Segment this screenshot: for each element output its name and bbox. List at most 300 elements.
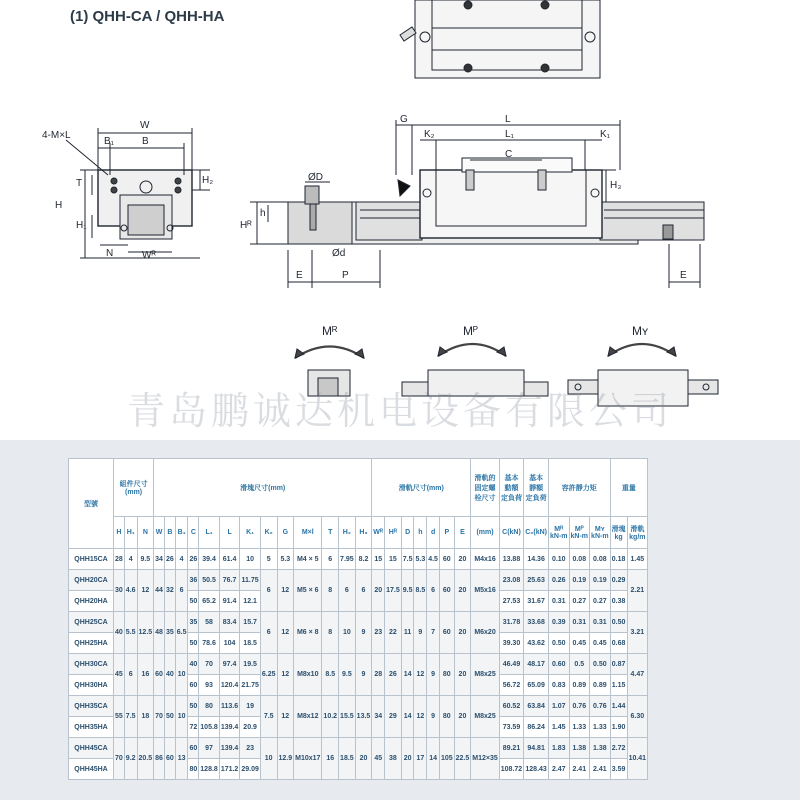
table-cell: 70 <box>199 654 220 675</box>
table-cell: 1.45 <box>627 549 648 570</box>
table-cell: 4 <box>175 549 188 570</box>
table-cell: 12 <box>277 570 294 612</box>
col-header <box>590 517 611 549</box>
table-cell: 13.5 <box>355 696 372 738</box>
model-cell: QHH30CA <box>69 654 114 675</box>
table-cell: 6 <box>427 570 440 612</box>
model-cell: QHH45CA <box>69 738 114 759</box>
dim-t: T <box>76 178 83 189</box>
table-cell: 20 <box>454 696 471 738</box>
table-cell: 91.4 <box>219 591 240 612</box>
table-cell: 20 <box>355 738 372 780</box>
table-cell: 12 <box>414 654 427 696</box>
col-header: M×l <box>294 517 322 549</box>
watermark: 青岛鹏诚达机电设备有限公司 <box>126 389 673 433</box>
spec-table <box>68 458 648 780</box>
table-cell: 28 <box>114 549 125 570</box>
table-cell: 20 <box>372 570 385 612</box>
table-cell: 6 <box>260 612 277 654</box>
moment-my-label: Mʏ <box>632 324 649 338</box>
table-cell: 17 <box>414 738 427 780</box>
table-cell: 2.21 <box>627 570 648 612</box>
table-cell: 70 <box>114 738 125 780</box>
table-cell: 0.45 <box>590 633 611 654</box>
table-cell: 0.76 <box>590 696 611 717</box>
table-cell: 12.9 <box>277 738 294 780</box>
table-cell: 7.5 <box>401 549 414 570</box>
table-cell: 10 <box>260 738 277 780</box>
table-cell: 80 <box>439 654 454 696</box>
table-cell: 171.2 <box>219 759 240 780</box>
table-cell: 104 <box>219 633 240 654</box>
table-cell: 40 <box>114 612 125 654</box>
table-cell: 29.09 <box>240 759 261 780</box>
table-cell: 0.19 <box>590 570 611 591</box>
table-row <box>69 738 648 759</box>
table-cell: 94.81 <box>524 738 549 759</box>
table-cell: 9.5 <box>137 549 154 570</box>
table-cell: 0.50 <box>549 633 570 654</box>
table-cell: 8.5 <box>322 654 339 696</box>
table-cell: 83.4 <box>219 612 240 633</box>
table-cell: 0.60 <box>549 654 570 675</box>
col-header <box>627 517 648 549</box>
table-cell: 8 <box>322 570 339 612</box>
table-cell: 20.9 <box>240 717 261 738</box>
table-cell: 0.26 <box>549 570 570 591</box>
table-cell: 5.3 <box>414 549 427 570</box>
table-cell: 9 <box>355 654 372 696</box>
table-cell: 20 <box>454 612 471 654</box>
table-cell: 21.75 <box>240 675 261 696</box>
table-cell: 18.5 <box>240 633 261 654</box>
front-view <box>66 128 210 258</box>
table-cell: 10.41 <box>627 738 648 780</box>
table-cell: 50 <box>188 591 199 612</box>
dim-p: P <box>342 270 349 281</box>
table-cell: 22.5 <box>454 738 471 780</box>
table-cell: 48.17 <box>524 654 549 675</box>
table-cell: 80 <box>199 696 220 717</box>
table-cell: 4.47 <box>627 654 648 696</box>
table-cell: 26 <box>385 654 402 696</box>
table-cell: 9 <box>427 654 440 696</box>
table-cell: 46.49 <box>499 654 523 675</box>
table-cell: 2.47 <box>549 759 570 780</box>
table-cell: 0.83 <box>549 675 570 696</box>
table-cell: M8x25 <box>471 696 500 738</box>
table-cell: 139.4 <box>219 717 240 738</box>
dim-g: G <box>400 114 408 125</box>
table-cell: 45 <box>114 654 125 696</box>
table-row <box>69 654 648 675</box>
table-cell: 0.50 <box>610 612 627 633</box>
table-cell: 14.36 <box>524 549 549 570</box>
dim-hr: Hᴿ <box>240 220 252 231</box>
table-cell: 1.15 <box>610 675 627 696</box>
table-cell: 0.27 <box>569 591 590 612</box>
table-cell: 105.8 <box>199 717 220 738</box>
table-cell: 12 <box>277 654 294 696</box>
table-cell: 15.7 <box>240 612 261 633</box>
page-title: (1) QHH-CA / QHH-HA <box>70 8 225 25</box>
table-cell: 60 <box>164 738 175 780</box>
model-cell: QHH15CA <box>69 549 114 570</box>
table-cell: 43.62 <box>524 633 549 654</box>
table-cell: 0.31 <box>569 612 590 633</box>
dim-4ml: 4-M×L <box>42 130 71 141</box>
col-header: Hᴿ <box>385 517 402 549</box>
moment-unit: kN-m <box>591 532 609 540</box>
dim-dd: Ød <box>332 248 346 259</box>
table-cell: 97 <box>199 738 220 759</box>
table-cell: 14 <box>401 654 414 696</box>
table-cell: 0.68 <box>610 633 627 654</box>
col-header <box>569 517 590 549</box>
table-cell: 0.5 <box>569 654 590 675</box>
table-cell: 60 <box>439 570 454 612</box>
table-cell: 50 <box>164 696 175 738</box>
col-header: T <box>322 517 339 549</box>
table-cell: 5.5 <box>124 612 137 654</box>
moment-col-label: Mᴾ <box>574 525 584 533</box>
table-cell: 12 <box>277 612 294 654</box>
table-cell: 9.5 <box>401 570 414 612</box>
table-cell: 0.38 <box>610 591 627 612</box>
dim-b1: B₁ <box>104 136 115 147</box>
table-cell: 73.59 <box>499 717 523 738</box>
table-cell: 7.5 <box>124 696 137 738</box>
col-header: G <box>277 517 294 549</box>
table-cell: M12×35 <box>471 738 500 780</box>
table-cell: 6.30 <box>627 696 648 738</box>
table-cell: 7.5 <box>260 696 277 738</box>
side-view <box>250 120 704 288</box>
table-cell: 1.38 <box>590 738 611 759</box>
table-cell: 128.8 <box>199 759 220 780</box>
table-cell: 60 <box>439 612 454 654</box>
table-cell: 76.7 <box>219 570 240 591</box>
table-cell: 31.78 <box>499 612 523 633</box>
table-cell: 78.6 <box>199 633 220 654</box>
moment-unit: kN-m <box>550 532 568 540</box>
dim-small-h: h <box>260 208 266 219</box>
table-cell: 0.31 <box>549 591 570 612</box>
table-cell: M5 × 6 <box>294 570 322 612</box>
dim-l: L <box>505 114 511 125</box>
model-cell: QHH25CA <box>69 612 114 633</box>
table-cell: 19.5 <box>240 654 261 675</box>
col-header: C(kN) <box>499 517 523 549</box>
table-cell: 60 <box>154 654 165 696</box>
table-cell: 0.27 <box>590 591 611 612</box>
table-cell: 1.07 <box>549 696 570 717</box>
model-cell: QHH45HA <box>69 759 114 780</box>
table-cell: 26 <box>164 549 175 570</box>
table-cell: 19 <box>240 696 261 717</box>
table-cell: 128.43 <box>524 759 549 780</box>
table-cell: 60 <box>188 675 199 696</box>
table-cell: 6 <box>355 570 372 612</box>
table-cell: M8x25 <box>471 654 500 696</box>
spec-table-panel <box>0 440 800 800</box>
bolt-header: 滑軌的 固定螺 栓尺寸 <box>471 459 500 517</box>
table-cell: 89.21 <box>499 738 523 759</box>
dim-h2: H₂ <box>202 175 214 186</box>
model-cell: QHH35HA <box>69 717 114 738</box>
dim-k1: K₁ <box>600 129 611 140</box>
table-cell: 65.09 <box>524 675 549 696</box>
col-header: H₃ <box>355 517 372 549</box>
table-cell: 0.10 <box>549 549 570 570</box>
table-cell: 60 <box>188 738 199 759</box>
table-cell: M4x16 <box>471 549 500 570</box>
col-header: h <box>414 517 427 549</box>
table-cell: 0.31 <box>590 612 611 633</box>
col-header: L <box>219 517 240 549</box>
dim-n: N <box>106 248 114 259</box>
dim-h1: H₁ <box>76 220 87 231</box>
table-cell: 80 <box>188 759 199 780</box>
table-cell: 9 <box>355 612 372 654</box>
table-cell: 93 <box>199 675 220 696</box>
table-cell: 26 <box>188 549 199 570</box>
table-cell: 48 <box>154 612 165 654</box>
model-cell: QHH20CA <box>69 570 114 591</box>
table-cell: 1.90 <box>610 717 627 738</box>
table-cell: 15.5 <box>339 696 356 738</box>
table-cell: 33.68 <box>524 612 549 633</box>
table-cell: 29 <box>385 696 402 738</box>
col-header: E <box>454 517 471 549</box>
table-cell: 108.72 <box>499 759 523 780</box>
table-cell: 9.5 <box>339 654 356 696</box>
table-cell: 14 <box>427 738 440 780</box>
dim-k2: K₂ <box>424 129 435 140</box>
table-cell: 5.3 <box>277 549 294 570</box>
table-cell: 30 <box>114 570 125 612</box>
moment-mp-label: Mᴾ <box>463 324 479 338</box>
table-cell: 4.5 <box>427 549 440 570</box>
col-header: N <box>137 517 154 549</box>
table-cell: 97.4 <box>219 654 240 675</box>
table-cell: 6 <box>339 570 356 612</box>
col-header: H <box>114 517 125 549</box>
block-header: 滑塊尺寸(mm) <box>154 459 372 517</box>
col-header: B₁ <box>175 517 188 549</box>
table-cell: 23.08 <box>499 570 523 591</box>
model-cell: QHH30HA <box>69 675 114 696</box>
moment-header: 容許靜力矩 <box>549 459 611 517</box>
table-cell: 0.76 <box>569 696 590 717</box>
dim-h3: H₃ <box>610 180 622 191</box>
table-cell: 6 <box>260 570 277 612</box>
table-cell: 5 <box>260 549 277 570</box>
table-cell: 10 <box>240 549 261 570</box>
table-cell: 86.24 <box>524 717 549 738</box>
table-cell: 4 <box>124 549 137 570</box>
table-row <box>69 570 648 591</box>
table-row <box>69 549 648 570</box>
dynamic-load-header: 基本 動額 定負荷 <box>499 459 523 517</box>
col-header: W <box>154 517 165 549</box>
table-cell: 28 <box>372 654 385 696</box>
weight-header: 重量 <box>610 459 648 517</box>
table-cell: 25.63 <box>524 570 549 591</box>
table-cell: 13.88 <box>499 549 523 570</box>
table-cell: 61.4 <box>219 549 240 570</box>
table-cell: 15 <box>372 549 385 570</box>
dim-e-right: E <box>680 270 687 281</box>
col-header: H₁ <box>124 517 137 549</box>
col-header: C <box>188 517 199 549</box>
table-cell: M5x16 <box>471 570 500 612</box>
model-cell: QHH35CA <box>69 696 114 717</box>
table-cell: 60.52 <box>499 696 523 717</box>
dim-b: B <box>142 136 149 147</box>
table-cell: 2.41 <box>590 759 611 780</box>
dim-l1: L₁ <box>505 129 514 140</box>
table-cell: 70 <box>154 696 165 738</box>
table-cell: 16 <box>137 654 154 696</box>
table-cell: 50.5 <box>199 570 220 591</box>
weight-col-label: 滑軌 <box>630 526 645 533</box>
table-cell: 20.5 <box>137 738 154 780</box>
table-cell: 12 <box>277 696 294 738</box>
table-cell: 120.4 <box>219 675 240 696</box>
table-cell: 2.72 <box>610 738 627 759</box>
table-cell: 38 <box>385 738 402 780</box>
table-cell: 56.72 <box>499 675 523 696</box>
table-cell: 20 <box>454 570 471 612</box>
table-cell: 23 <box>240 738 261 759</box>
table-cell: 31.67 <box>524 591 549 612</box>
table-cell: 55 <box>114 696 125 738</box>
table-cell: M6 × 8 <box>294 612 322 654</box>
weight-unit: kg/m <box>629 534 646 541</box>
dim-w: W <box>140 120 150 131</box>
table-cell: 11 <box>401 612 414 654</box>
table-cell: 1.33 <box>569 717 590 738</box>
table-cell: 12.5 <box>137 612 154 654</box>
table-cell: 10 <box>339 612 356 654</box>
table-cell: 20 <box>454 654 471 696</box>
table-cell: 3.21 <box>627 612 648 654</box>
table-cell: 0.89 <box>569 675 590 696</box>
table-cell: 16 <box>322 738 339 780</box>
col-header: d <box>427 517 440 549</box>
table-cell: 12.1 <box>240 591 261 612</box>
table-row <box>69 696 648 717</box>
table-cell: 8 <box>322 612 339 654</box>
table-cell: 4.6 <box>124 570 137 612</box>
table-cell: 35 <box>188 612 199 633</box>
table-cell: 7 <box>427 612 440 654</box>
table-cell: 7.95 <box>339 549 356 570</box>
table-cell: 14 <box>401 696 414 738</box>
table-cell: 12 <box>137 570 154 612</box>
table-cell: 39.30 <box>499 633 523 654</box>
table-cell: 10 <box>175 696 188 738</box>
table-cell: 3.59 <box>610 759 627 780</box>
dim-h: H <box>55 200 63 211</box>
model-cell: QHH25HA <box>69 633 114 654</box>
top-view-block <box>400 0 600 78</box>
table-cell: 34 <box>154 549 165 570</box>
table-cell: 40 <box>164 654 175 696</box>
table-cell: 0.87 <box>610 654 627 675</box>
table-cell: 2.41 <box>569 759 590 780</box>
table-cell: 0.18 <box>610 549 627 570</box>
moment-mr-label: Mᴿ <box>322 324 338 338</box>
table-cell: 6 <box>322 549 339 570</box>
col-header: H₂ <box>339 517 356 549</box>
table-cell: 0.45 <box>569 633 590 654</box>
table-cell: 50 <box>188 633 199 654</box>
col-header: (mm) <box>471 517 500 549</box>
table-cell: 12 <box>414 696 427 738</box>
table-cell: 60 <box>439 549 454 570</box>
table-cell: M8x10 <box>294 654 322 696</box>
rail-header: 滑軌尺寸(mm) <box>372 459 471 517</box>
table-cell: 18.5 <box>339 738 356 780</box>
dim-c: C <box>505 149 513 160</box>
table-cell: 10.2 <box>322 696 339 738</box>
table-cell: 58 <box>199 612 220 633</box>
moment-unit: kN-m <box>570 532 589 540</box>
table-cell: 22 <box>385 612 402 654</box>
table-cell: 17.5 <box>385 570 402 612</box>
table-cell: 20 <box>454 549 471 570</box>
table-cell: 1.44 <box>610 696 627 717</box>
table-cell: 0.08 <box>569 549 590 570</box>
table-cell: 11.75 <box>240 570 261 591</box>
table-cell: 27.53 <box>499 591 523 612</box>
table-cell: 0.50 <box>590 654 611 675</box>
moment-col-label: Mʏ <box>594 525 605 533</box>
table-cell: 35 <box>164 612 175 654</box>
table-cell: 15 <box>385 549 402 570</box>
table-cell: 139.4 <box>219 738 240 759</box>
col-header: K₂ <box>260 517 277 549</box>
col-header: L₁ <box>199 517 220 549</box>
table-cell: 6 <box>124 654 137 696</box>
table-cell: 44 <box>154 570 165 612</box>
table-cell: 36 <box>188 570 199 591</box>
table-cell: M10x17 <box>294 738 322 780</box>
table-cell: 0.39 <box>549 612 570 633</box>
table-cell: 80 <box>439 696 454 738</box>
table-cell: M6x20 <box>471 612 500 654</box>
weight-unit: kg <box>614 534 623 541</box>
col-header: Wᴿ <box>372 517 385 549</box>
table-cell: 9 <box>427 696 440 738</box>
dim-wr: Wᴿ <box>142 250 156 261</box>
table-cell: 1.33 <box>590 717 611 738</box>
table-cell: 6 <box>175 570 188 612</box>
table-cell: 105 <box>439 738 454 780</box>
table-cell: 50 <box>188 696 199 717</box>
col-header <box>610 517 627 549</box>
table-cell: M8x12 <box>294 696 322 738</box>
table-cell: 8.5 <box>414 570 427 612</box>
table-cell: 86 <box>154 738 165 780</box>
table-cell: 63.84 <box>524 696 549 717</box>
table-cell: M4 × 5 <box>294 549 322 570</box>
table-cell: 45 <box>372 738 385 780</box>
static-load-header: 基本 靜額 定負荷 <box>524 459 549 517</box>
table-cell: 10 <box>175 654 188 696</box>
